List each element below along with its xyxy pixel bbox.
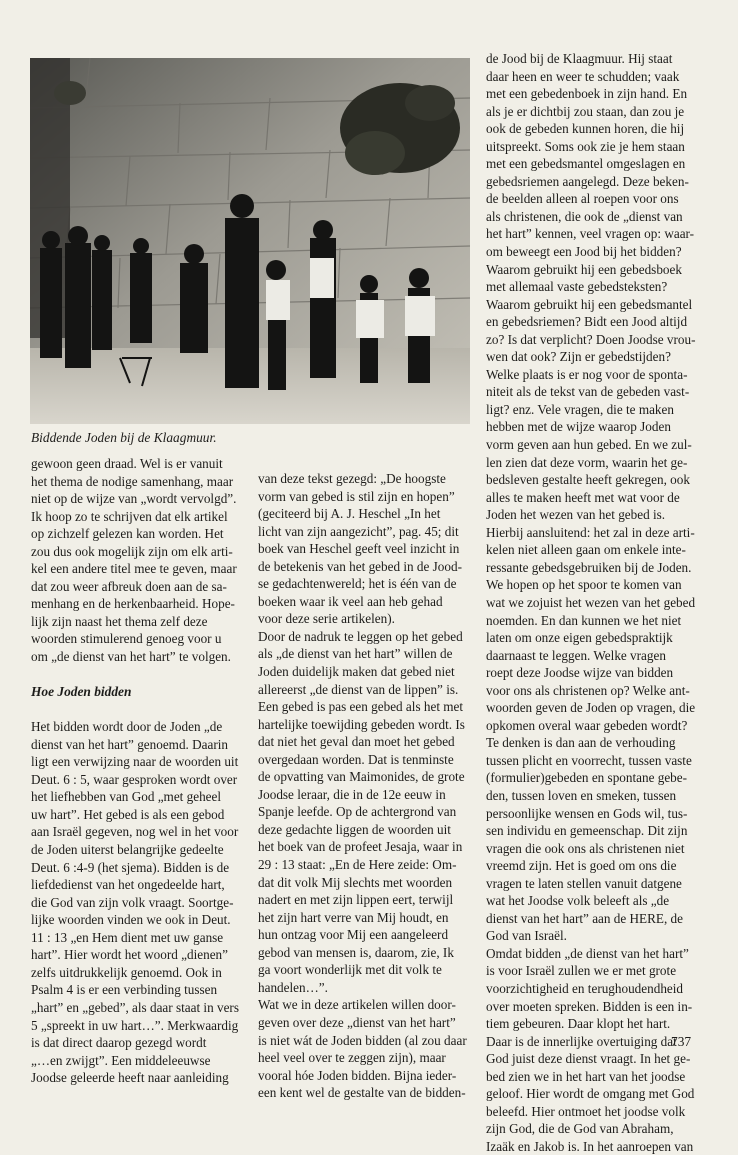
text-line: Het bidden wordt door de Joden „de: [31, 719, 223, 735]
text-line: nadert en met zijn lippen eert, terwijl: [258, 892, 454, 908]
text-line: Welke plaats is er nog voor de sponta-: [486, 366, 688, 382]
text-line: len zien dat deze vorm, waarin het ge-: [486, 454, 688, 470]
text-line: ga voort wonderlijk met dit volk te: [258, 962, 442, 978]
text-line: alles te maken heeft met wat voor de: [486, 489, 680, 505]
text-line: Daar is de innerlijke overtuiging dat: [486, 1033, 677, 1049]
text-column-2: [258, 470, 470, 1102]
text-line: (formulier)gebeden en spontane gebe-: [486, 770, 688, 786]
text-line: vreemd zijn. Het is goed om ons die: [486, 858, 677, 874]
text-line: Joden het wezen van het gebed is.: [486, 507, 666, 523]
text-line: als je er dichtbij zou staan, dan zou je: [486, 103, 685, 119]
text-line: Waarom gebruikt hij een gebedsmantel: [486, 296, 693, 312]
text-line: liefdedienst van het ongedeelde hart,: [31, 877, 225, 893]
text-line: op zichzelf gelezen kan worden. Het: [31, 526, 224, 542]
text-line: Joodse leraar, die in de 12e eeuw in: [258, 786, 446, 802]
text-line: „…en zwijgt”. Een middeleeuwse: [31, 1052, 211, 1068]
text-line: geloof. Hier wordt de omgang met God: [486, 1086, 695, 1102]
text-line: niteit als de tekst van de gebeden vast-: [486, 384, 690, 400]
text-line: vragen die ook ons als christenen niet: [486, 840, 685, 856]
text-line: is dat direct daarop gezegd wordt: [31, 1035, 207, 1051]
text-line: om „de dienst van het hart” te volgen.: [31, 649, 231, 665]
text-line: hun ontzag voor Mij een aangeleerd: [258, 927, 449, 943]
text-line: 11 : 13 „en Hem dient met uw ganse: [31, 929, 224, 945]
text-line: roept deze Joodse wijze van bidden: [486, 665, 674, 681]
text-line: als „de dienst van het hart” willen de: [258, 646, 453, 662]
text-line: woorden geven de Joden op vragen, die: [486, 700, 696, 716]
text-line: hartelijke toewijding gebeden wordt. Is: [258, 716, 465, 732]
text-line: als christenen, die ook de „dienst van: [486, 208, 683, 224]
text-line: Wat we in deze artikelen willen door-: [258, 997, 456, 1013]
text-line: de opvatting van Maimonides, de grote: [258, 769, 465, 785]
text-line: de Joden uiterst belangrijke gedeelte: [31, 842, 224, 858]
text-line: Waarom gebruikt hij een gebedsboek: [486, 261, 682, 277]
text-line: die God van zijn volk vraagt. Soortge-: [31, 894, 234, 910]
text-line: den, tussen loven en smeken, tussen: [486, 787, 677, 803]
text-line: God van Israël.: [486, 928, 567, 944]
paragraph-gap: [31, 666, 241, 684]
text-line: met een gebedenboek in zijn hand. En: [486, 86, 688, 102]
text-line: laten om onze eigen gebedspraktijk: [486, 630, 673, 646]
text-line: Spanje leefde. Op de achtergrond van: [258, 804, 457, 820]
text-line: is niet wát de Joden bidden (al zou daar: [258, 1032, 467, 1048]
western-wall-photo: [30, 58, 470, 424]
text-line: dat niet het geval dan moet het gebed: [258, 734, 455, 750]
text-line: tussen plicht en voorrecht, tussen vaste: [486, 752, 692, 768]
text-line: uw hart”. Het gebed is als een gebod: [31, 806, 225, 822]
text-line: handelen…”.: [258, 979, 328, 995]
text-line: uitspreekt. Soms ook zie je hem staan: [486, 138, 685, 154]
text-line: Joodse geleerde heeft naar aanleiding: [31, 1070, 229, 1086]
text-line: ook de gebeden kunnen horen, die hij: [486, 121, 685, 137]
text-line: de betekenis van het gebed in de Jood-: [258, 558, 462, 574]
text-line: „hart” en „gebed”, als daar staat in vers: [31, 999, 239, 1015]
text-line: wat we zojuist het wezen van het gebed: [486, 594, 696, 610]
text-line: Deut. 6 : 5, waar gesproken wordt over: [31, 771, 238, 787]
text-line: geven over deze „dienst van het hart”: [258, 1014, 456, 1030]
text-line: hart”. Hier wordt het woord „dienen”: [31, 947, 229, 963]
text-line: persoonlijke wensen en Gods wil, tus-: [486, 805, 688, 821]
text-line: gewoon geen draad. Wel is er vanuit: [31, 456, 223, 471]
text-line: het boek van de profeet Jesaja, waar in: [258, 839, 463, 855]
text-line: woorden stimulerend genoeg voor u: [31, 631, 222, 647]
text-line: is voor Israël zullen we er met grote: [486, 963, 677, 979]
text-line: licht van zijn aangezicht”, pag. 45; dit: [258, 523, 459, 539]
photo-illustration: [30, 58, 470, 424]
text-line: het hart” kennen, veel vragen op: waar-: [486, 226, 695, 242]
text-line: dat zou weer afbreuk doen aan de sa-: [31, 578, 227, 594]
text-line: kelen niet alleen gaan om enkele inte-: [486, 542, 686, 558]
section-heading: Hoe Joden bidden: [31, 684, 132, 700]
text-line: bedsleven gestalte heeft gekregen, ook: [486, 472, 690, 488]
text-line: ressante gebedsgebruiken bij de Joden.: [486, 559, 692, 575]
text-line: (geciteerd bij A. J. Heschel „In het: [258, 506, 441, 522]
text-line: niet op de wijze van „wordt vervolgd”.: [31, 491, 237, 507]
photo-caption: Biddende Joden bij de Klaagmuur.: [31, 430, 217, 445]
text-line: Te denken is dan aan de verhouding: [486, 735, 676, 751]
text-line: noemden. En dan kunnen we het niet: [486, 612, 682, 628]
text-line: Izaäk en Jakob is. In het aanroepen van: [486, 1138, 694, 1154]
text-line: deze gedachte liggen de woorden uit: [258, 821, 451, 837]
text-line: voor ons als christenen op? Welke ant-: [486, 682, 690, 698]
text-column-1: [31, 455, 241, 1087]
text-line: om beweegt een Jood bij het bidden?: [486, 244, 682, 260]
text-line: wen dat ook? Zijn er gebedstijden?: [486, 349, 671, 365]
text-line: ligt? enz. Vele vragen, die te maken: [486, 401, 674, 417]
text-line: Psalm 4 is er een verbinding tussen: [31, 982, 218, 998]
text-line: vorm van gebed is stil zijn en hopen”: [258, 488, 455, 504]
text-line: zo? Is dat verplicht? Doen Joodse vrou-: [486, 331, 696, 347]
text-line: boek van Heschel geeft veel inzicht in: [258, 541, 460, 557]
text-line: overgedaan worden. Dat is tenminste: [258, 751, 454, 767]
text-line: voorzichtigheid en terughoudendheid: [486, 980, 684, 996]
text-line: dienst van het hart” genoemd. Daarin: [31, 736, 229, 752]
text-line: het liefhebben van God „met geheel: [31, 789, 222, 805]
text-line: zelfs uitdrukkelijk genoemd. Ook in: [31, 964, 222, 980]
text-line: gebod van mensen is, daarom, zie, Ik: [258, 944, 454, 960]
text-line: ligt een verwijzing naar de woorden uit: [31, 754, 239, 770]
text-column-3: [486, 50, 708, 1155]
text-line: lijke woorden vinden we ook in Deut.: [31, 912, 231, 928]
text-line: wat het Joodse volk beleeft als „de: [486, 893, 670, 909]
text-line: God juist deze dienst vraagt. In het ge-: [486, 1051, 691, 1067]
text-line: zou dus ook mogelijk zijn om elk arti-: [31, 543, 233, 559]
text-line: Ik hoop zo te schrijven dat elk artikel: [31, 508, 228, 524]
text-line: lijk zijn naast het thema zelf deze: [31, 613, 208, 629]
text-line: met allemaal vaste gebedsteksten?: [486, 279, 668, 295]
text-line: van deze tekst gezegd: „De hoogste: [258, 471, 446, 486]
text-line: vorm geven aan hun gebed. En we zul-: [486, 437, 692, 453]
text-line: het thema de nodige samenhang, maar: [31, 473, 234, 489]
text-line: bed zien we in het hart van het joodse: [486, 1068, 686, 1084]
text-line: met een gebedsmantel omgeslagen en: [486, 156, 686, 172]
text-line: 5 „spreekt in uw hart…”. Merkwaardig: [31, 1017, 239, 1033]
text-line: hebben met de wijze waarop Joden: [486, 419, 671, 435]
text-line: daar heen en weer te schudden; vaak: [486, 68, 680, 84]
text-line: Een gebed is pas een gebed als het met: [258, 699, 464, 715]
text-line: het zijn hart verre van Mij houdt, en: [258, 909, 449, 925]
text-line: menhang en de herkenbaarheid. Hope-: [31, 596, 235, 612]
text-line: en gebedsriemen? Bidt een Jood altijd: [486, 314, 688, 330]
text-line: zijn God, die de God van Abraham,: [486, 1121, 674, 1137]
text-line: Omdat bidden „de dienst van het hart”: [486, 945, 689, 961]
text-line: vragen te laten stellen vanuit datgene: [486, 875, 682, 891]
text-line: boeken waar ik veel aan heb gehad: [258, 593, 443, 609]
text-line: We hopen op het spoor te komen van: [486, 577, 682, 593]
text-line: heel veel over te zeggen zijn), maar: [258, 1050, 446, 1066]
text-line: Joden duidelijk maken dat gebed niet: [258, 664, 455, 680]
text-line: se gedachtenwereld; het is één van de: [258, 576, 457, 592]
text-line: de beelden alleen al roepen voor ons: [486, 191, 679, 207]
text-line: dat dit volk Mij slechts met woorden: [258, 874, 453, 890]
text-line: sen individu en gemeenschap. Dit zijn: [486, 823, 688, 839]
text-line: allereerst „de dienst van de lippen” is.: [258, 681, 459, 697]
text-line: vooral hóe Joden bidden. Bijna ieder-: [258, 1067, 457, 1083]
text-line: een kent wel de gestalte van de bidden-: [258, 1085, 466, 1101]
text-line: voor deze serie artikelen).: [258, 611, 395, 627]
text-line: beleefd. Hier ontmoet het joodse volk: [486, 1103, 686, 1119]
text-line: aan Israël gegeven, nog wel in het voor: [31, 824, 239, 840]
text-line: Deut. 6 :4-9 (het sjema). Bidden is de: [31, 859, 230, 875]
text-line: dienst van het hart” aan de HERE, de: [486, 910, 684, 926]
text-line: 29 : 13 staat: „En de Here zeide: Om-: [258, 857, 457, 873]
text-line: opkomen overal waar gebeden wordt?: [486, 717, 688, 733]
text-line: kel een andere titel mee te geven, maar: [31, 561, 237, 577]
page-number: 737: [671, 1034, 692, 1049]
text-line: over moeten spreken. Bidden is een in-: [486, 998, 693, 1014]
paragraph-gap: [31, 701, 241, 719]
text-line: Hierbij aansluitend: het zal in deze arti-: [486, 524, 695, 540]
text-line: daarnaast te leggen. Welke vragen: [486, 647, 666, 663]
text-line: gebedsriemen aangelegd. Deze beken-: [486, 173, 689, 189]
text-line: tiem gebeuren. Daar klopt het hart.: [486, 1016, 671, 1032]
text-line: de Jood bij de Klaagmuur. Hij staat: [486, 51, 673, 66]
text-line: Door de nadruk te leggen op het gebed: [258, 628, 463, 644]
